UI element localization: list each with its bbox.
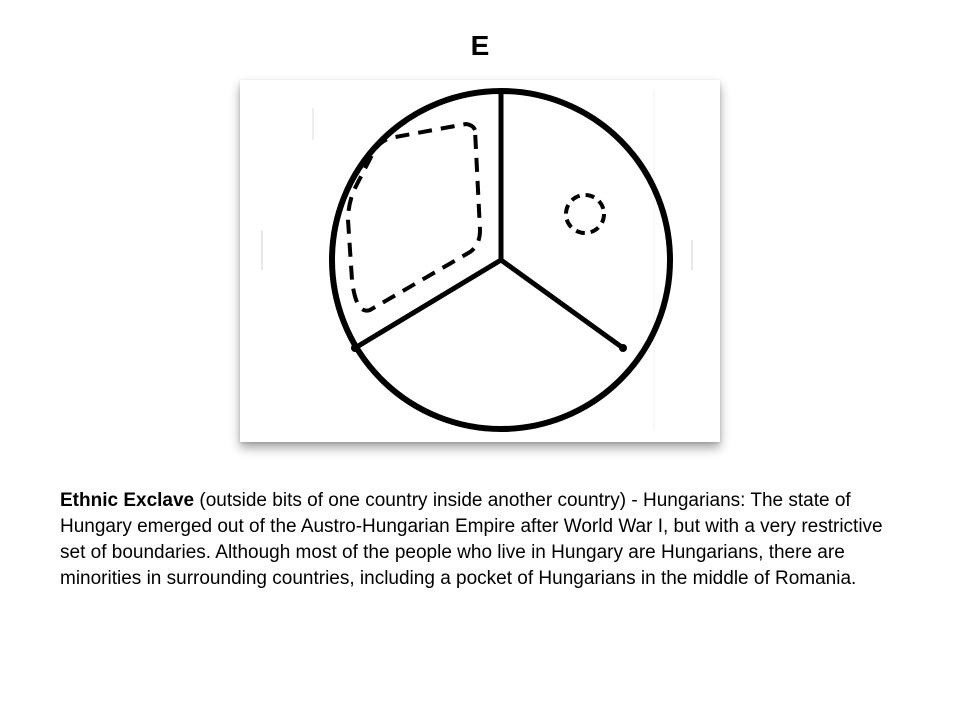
boundary-line-right: [501, 260, 623, 348]
boundary-point-left: [351, 344, 359, 352]
ethnic-exclave-pocket: [566, 195, 604, 233]
exclave-diagram: [240, 80, 720, 442]
caption: [60, 488, 905, 592]
slide-title: E: [470, 30, 490, 61]
caption-term: Ethnic Exclave: [60, 490, 195, 511]
caption-text: (outside bits of one country inside another country) - Hungarians: The state of Hungary emerged out of the Austro-Hungarian Empire after World War I, but with a very restrictive set of boundaries. Although most of the people who live in Hungary are Hungarians, there are minorities in surrounding countries, including a pocket of Hungarians in the middle of Romania.: [60, 490, 883, 589]
boundary-point-right: [619, 344, 627, 352]
figure-card: [240, 80, 720, 442]
boundary-line-left: [355, 260, 501, 348]
